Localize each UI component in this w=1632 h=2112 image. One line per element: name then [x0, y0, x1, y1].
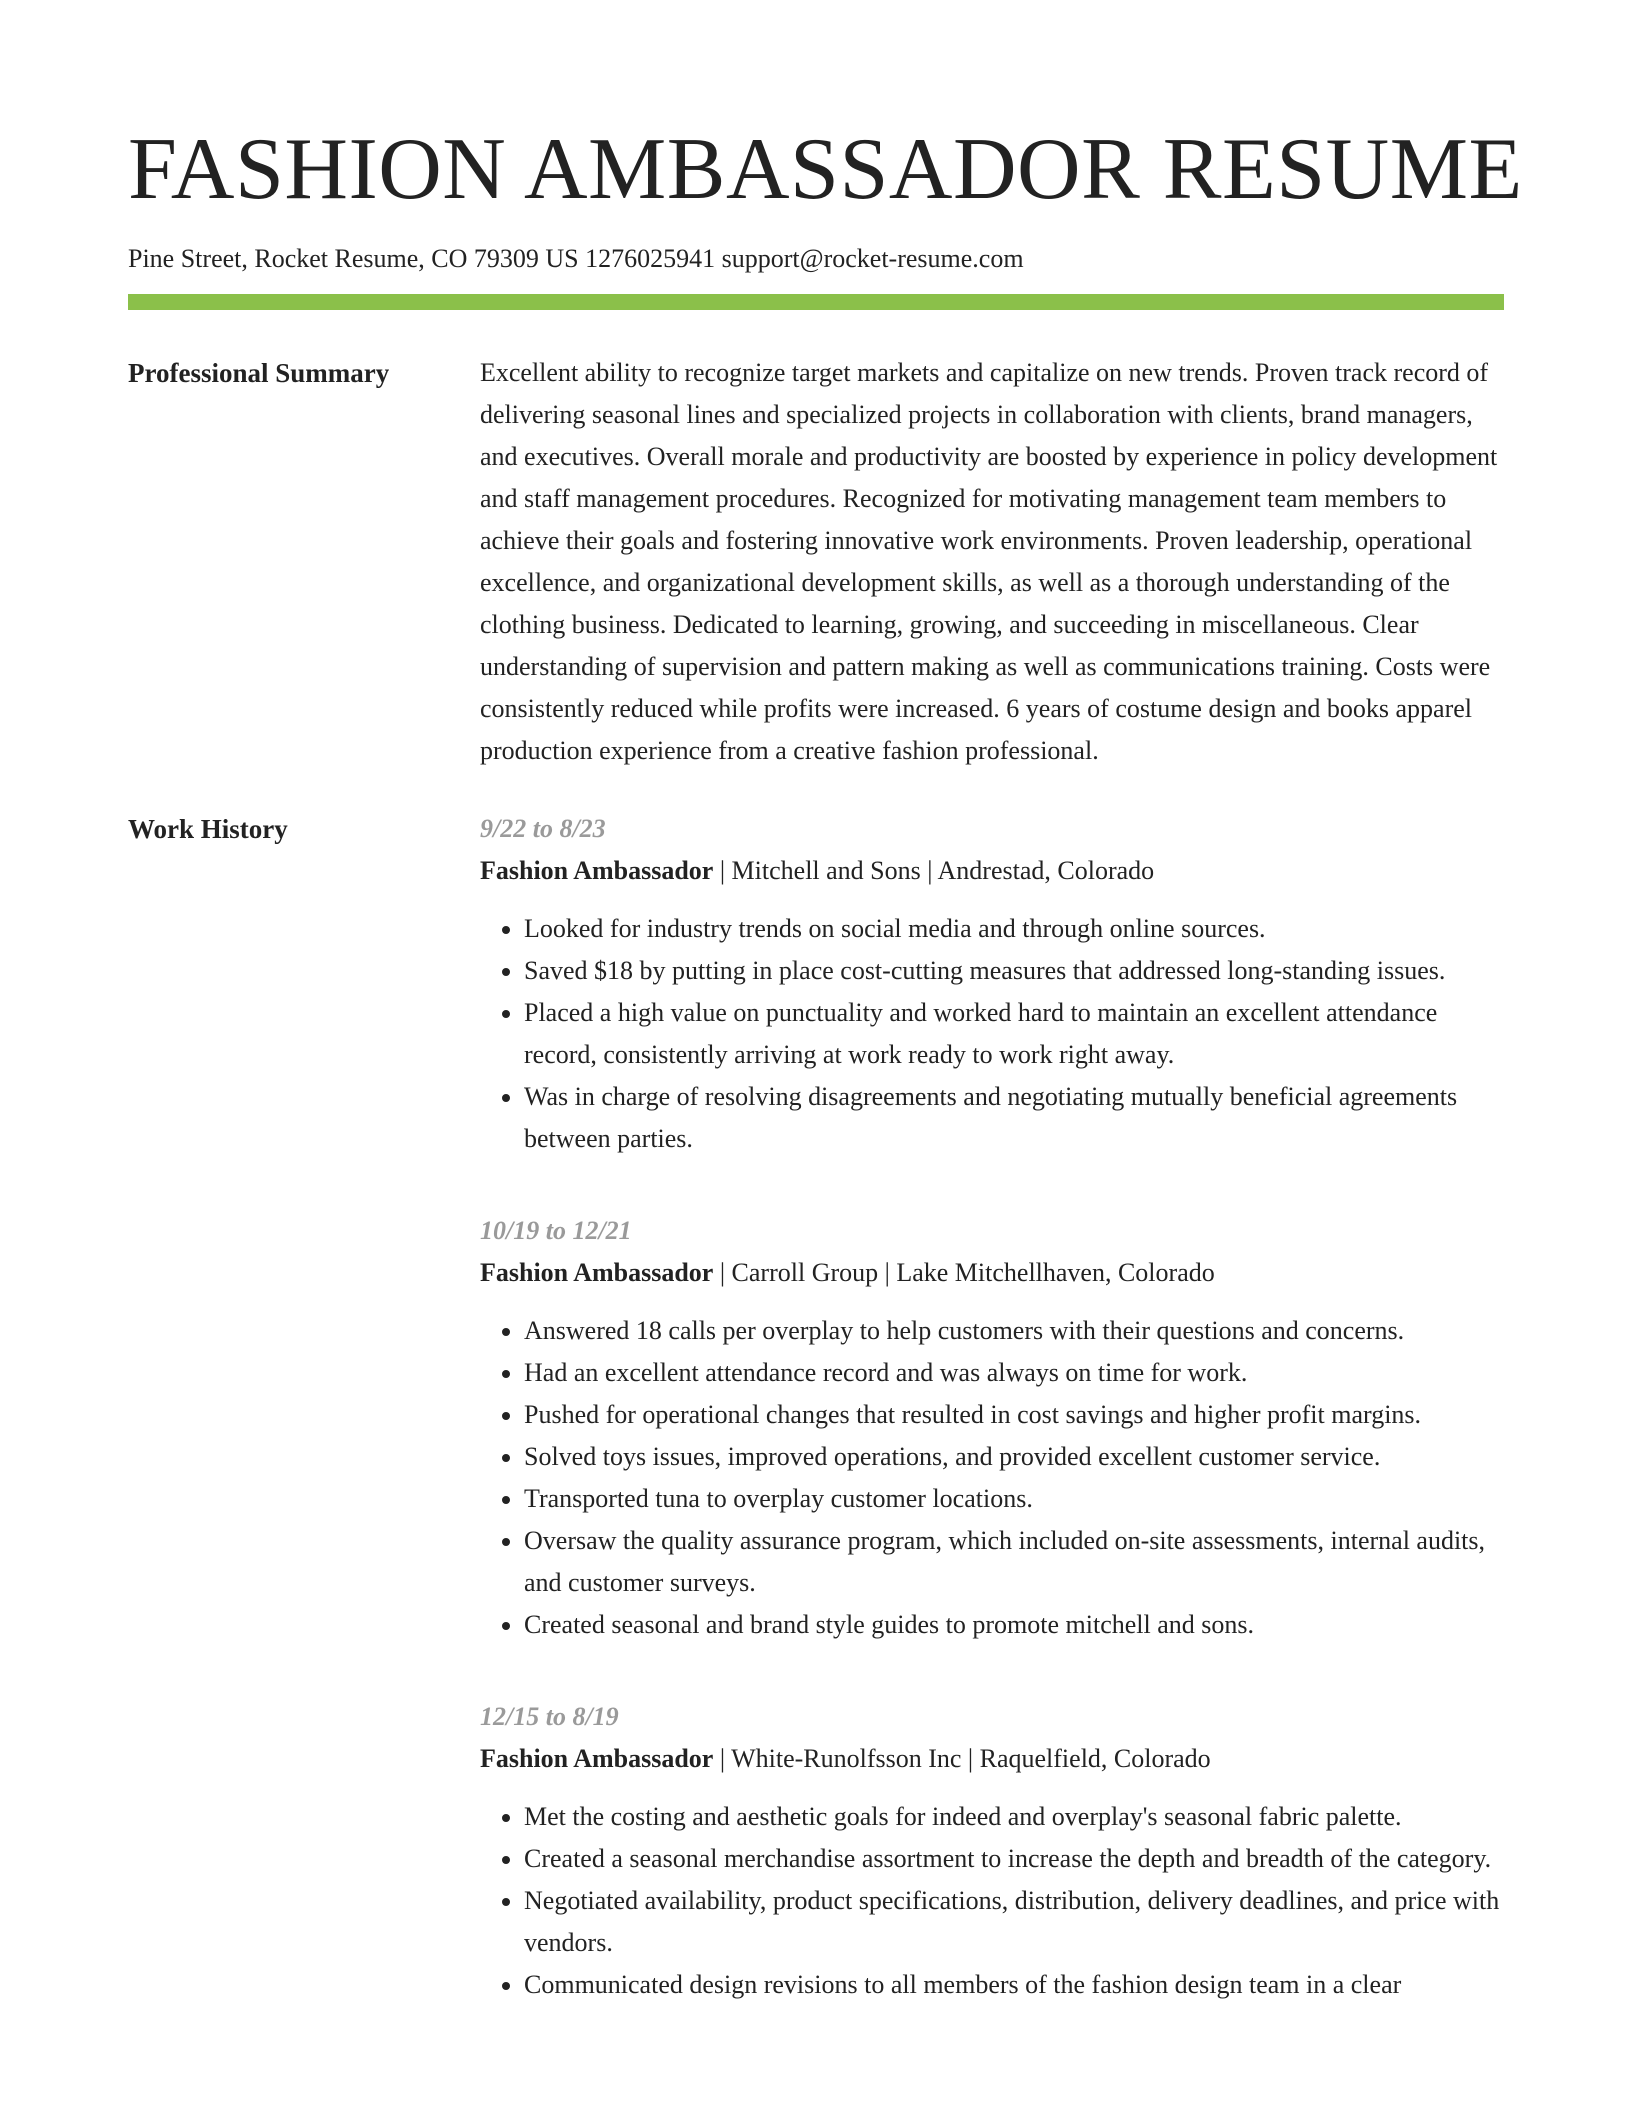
- job-bullets: [480, 908, 1504, 1160]
- job-details: | White-Runolfsson Inc | Raquelfield, Colorado: [713, 1744, 1211, 1773]
- list-item: • Pushed for operational changes that resulted in cost savings and higher profit margins.: [524, 1394, 1504, 1436]
- contact-line: Pine Street, Rocket Resume, CO 79309 US 1276025941 support@rocket-resume.com: [128, 244, 1024, 273]
- job-title: Fashion Ambassador: [480, 1744, 714, 1773]
- job-title: Fashion Ambassador: [480, 1258, 714, 1287]
- job-heading: [480, 1738, 1504, 1780]
- job-entry: [480, 1210, 1504, 1646]
- job-dates: 9/22 to 8/23: [480, 814, 606, 843]
- job-dates: 10/19 to 12/21: [480, 1216, 632, 1245]
- list-item: • Negotiated availability, product specifications, distribution, delivery deadlines, and price with vendors.: [524, 1880, 1504, 1964]
- list-item: • Met the costing and aesthetic goals for indeed and overplay's seasonal fabric palette.: [524, 1796, 1504, 1838]
- job-details: | Mitchell and Sons | Andrestad, Colorado: [713, 856, 1155, 885]
- resume-title: FASHION AMBASSADOR RESUME: [128, 121, 1523, 218]
- list-item: • Communicated design revisions to all members of the fashion design team in a clear: [524, 1964, 1504, 2006]
- resume-page: [128, 118, 1523, 2056]
- list-item: • Placed a high value on punctuality and worked hard to maintain an excellent attendance record, consistently arriving at work ready to work right away.: [524, 992, 1504, 1076]
- list-item: • Created seasonal and brand style guides to promote mitchell and sons.: [524, 1604, 1504, 1646]
- list-item: • Transported tuna to overplay customer locations.: [524, 1478, 1504, 1520]
- list-item: • Answered 18 calls per overplay to help customers with their questions and concerns.: [524, 1310, 1504, 1352]
- section-body: [480, 808, 1504, 2056]
- job-details: | Carroll Group | Lake Mitchellhaven, Colorado: [713, 1258, 1215, 1287]
- job-heading: [480, 1252, 1504, 1294]
- job-bullets: [480, 1796, 1504, 2006]
- job-dates: 12/15 to 8/19: [480, 1702, 619, 1731]
- job-entry: [480, 1696, 1504, 2006]
- list-item: • Created a seasonal merchandise assortment to increase the depth and breadth of the category.: [524, 1838, 1504, 1880]
- professional-summary-section: [128, 352, 1504, 772]
- section-label: Professional Summary: [128, 358, 390, 388]
- job-entry: [480, 808, 1504, 1160]
- list-item: • Oversaw the quality assurance program, which included on-site assessments, internal audits, and customer surveys.: [524, 1520, 1504, 1604]
- list-item: • Was in charge of resolving disagreements and negotiating mutually beneficial agreements between parties.: [524, 1076, 1504, 1160]
- summary-text: Excellent ability to recognize target markets and capitalize on new trends. Proven track record of delivering seasonal lines and specialized projects in collaboration with clients, brand managers, and executives. Overall morale and productivity are boosted by experience in policy development and staff management procedures. Recognized for motivating management team members to achieve their goals and fostering innovative work environments. Proven leadership, operational excellence, and organizational development skills, as well as a thorough understanding of the clothing business. Dedicated to learning, growing, and succeeding in miscellaneous. Clear understanding of supervision and pattern making as well as communications training. Costs were consistently reduced while profits were increased. 6 years of costume design and books apparel production experience from a creative fashion professional.: [480, 358, 1498, 765]
- list-item: • Had an excellent attendance record and was always on time for work.: [524, 1352, 1504, 1394]
- section-body: [480, 352, 1504, 772]
- list-item: • Saved $18 by putting in place cost-cutting measures that addressed long-standing issues.: [524, 950, 1504, 992]
- work-history-section: [128, 808, 1504, 2056]
- job-heading: [480, 850, 1504, 892]
- job-bullets: [480, 1310, 1504, 1646]
- list-item: • Solved toys issues, improved operations, and provided excellent customer service.: [524, 1436, 1504, 1478]
- section-label: Work History: [128, 814, 288, 844]
- job-title: Fashion Ambassador: [480, 856, 714, 885]
- header-divider: [128, 294, 1504, 310]
- list-item: • Looked for industry trends on social media and through online sources.: [524, 908, 1504, 950]
